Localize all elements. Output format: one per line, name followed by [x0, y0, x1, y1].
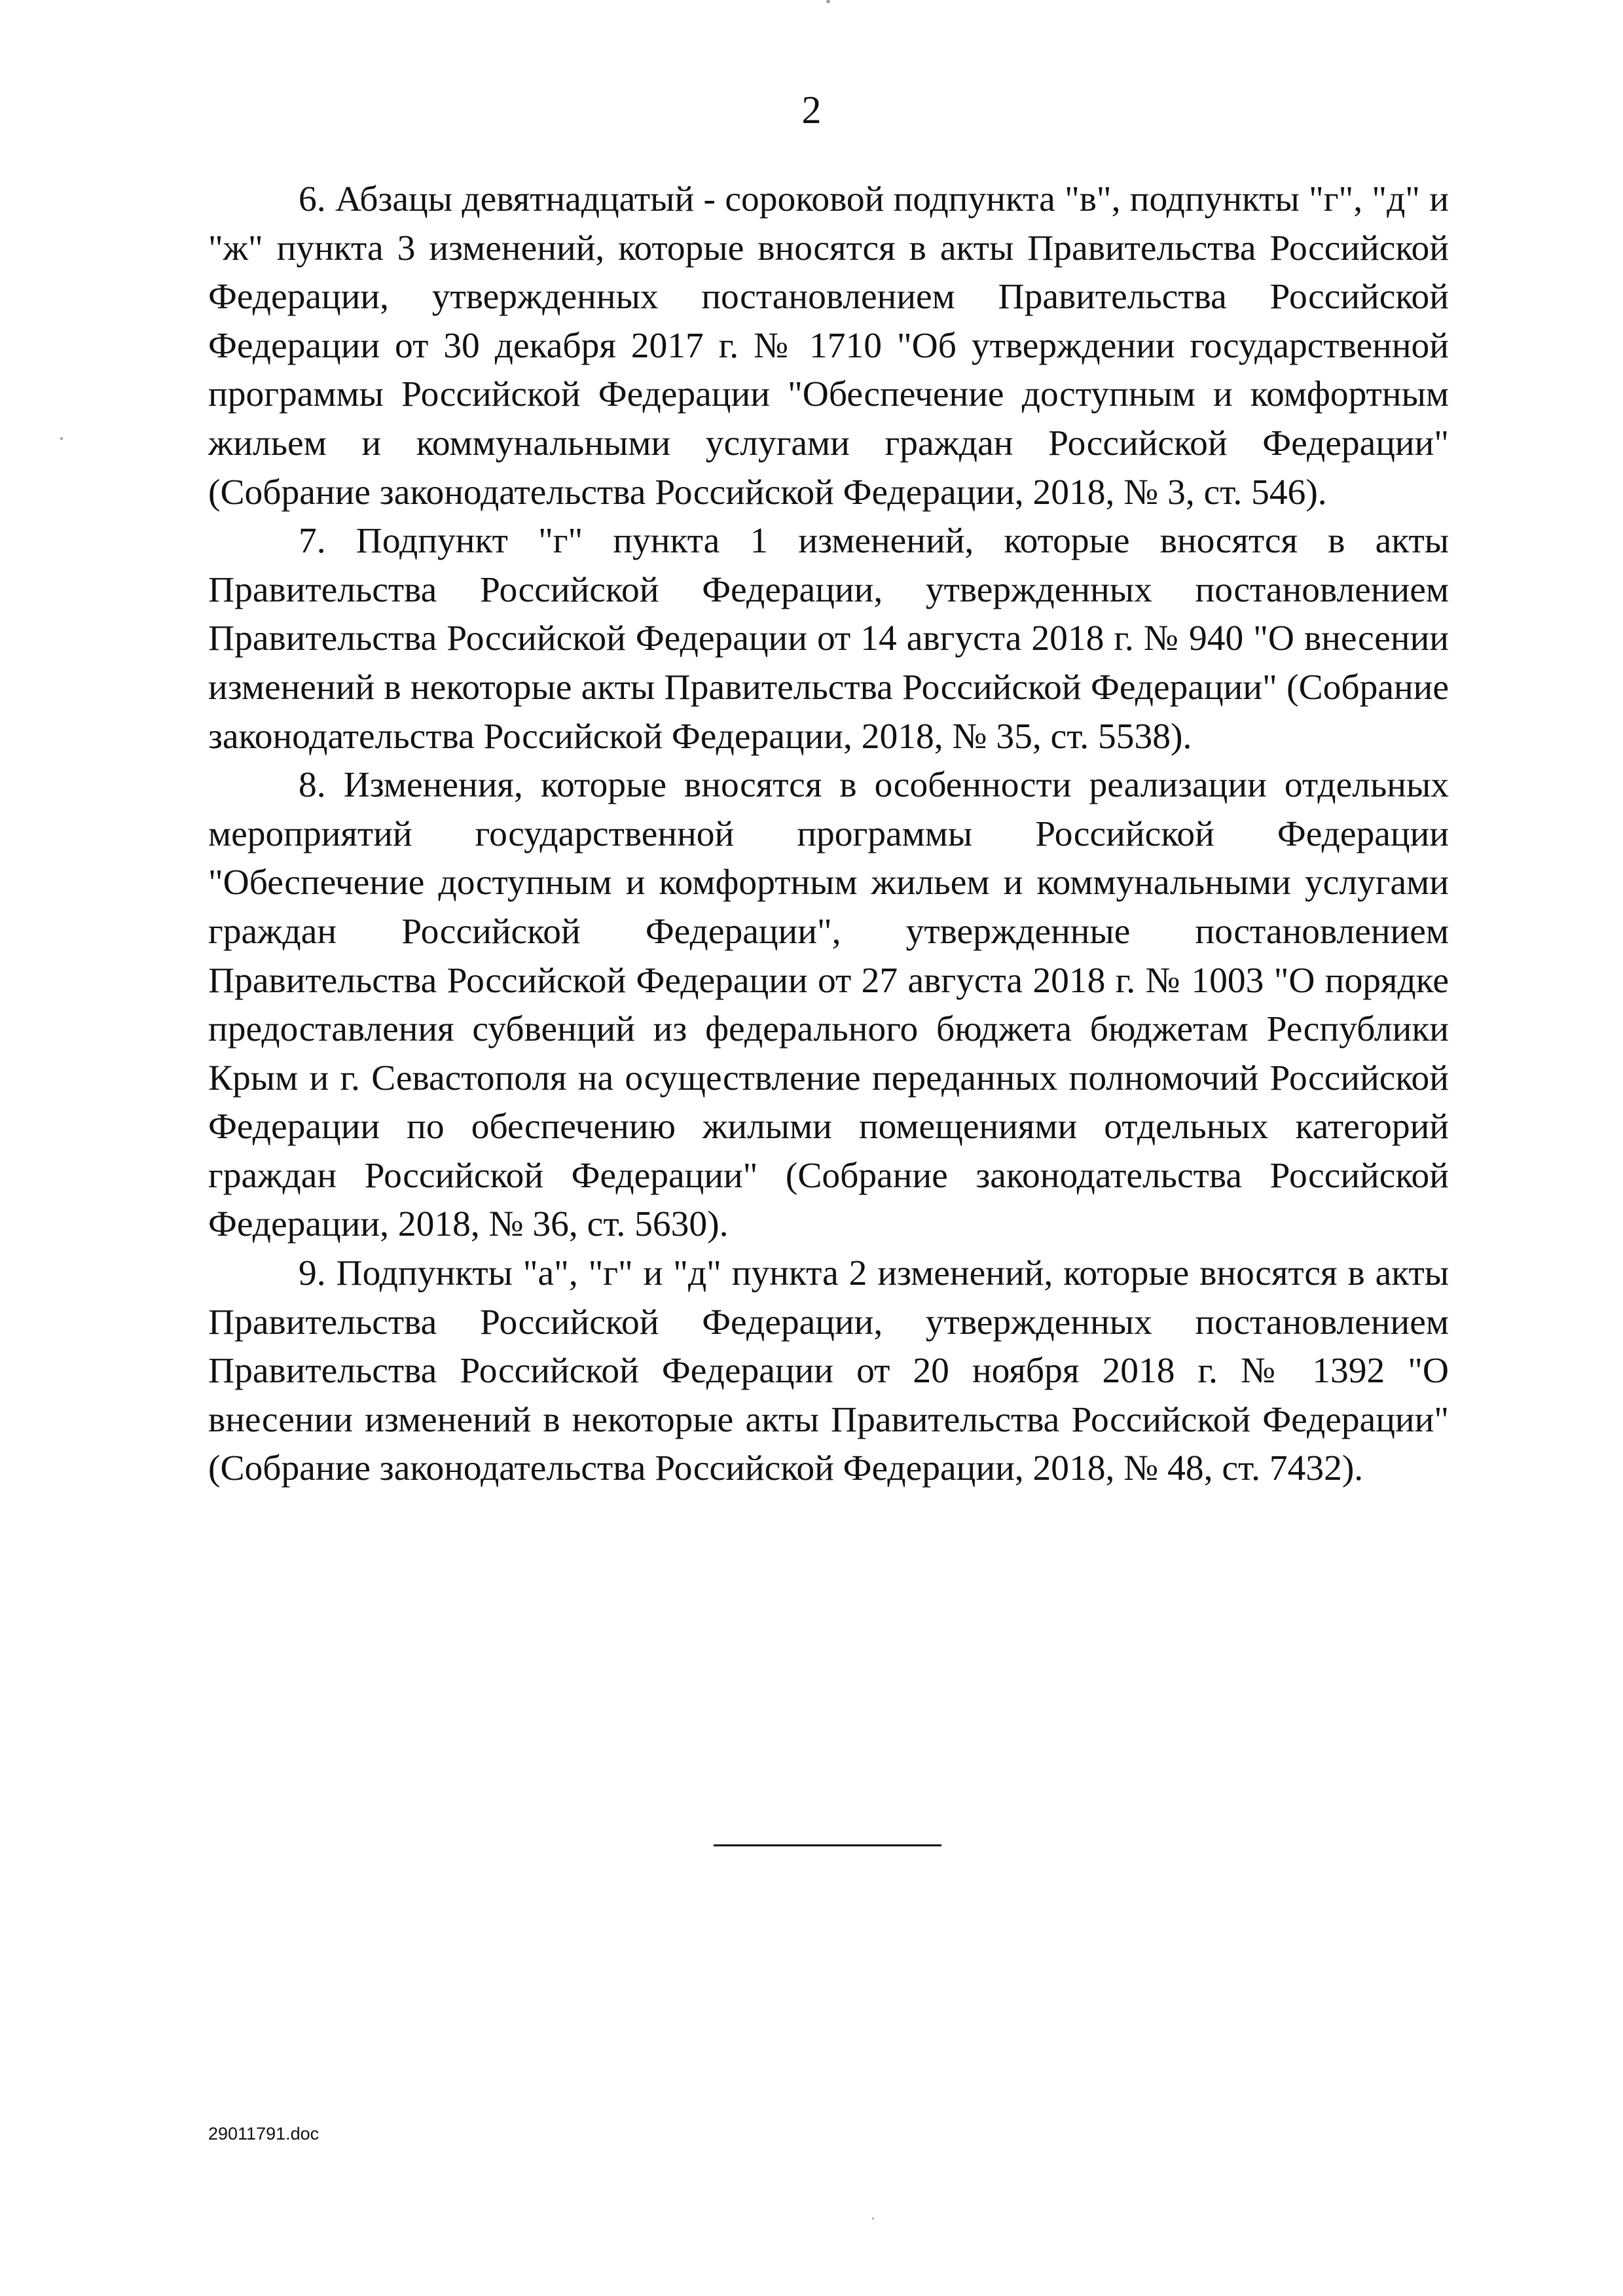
- scan-speck: [60, 437, 63, 440]
- paragraph-8: 8. Изменения, которые вносятся в особенности реализации отдельных мероприятий государственной программы Российской Федерации "Обеспечение доступным и комфортным жильем и коммунальными услугами граждан Российской Федерации", утвержденные постановлением Правительства Российской Федерации от 27 августа 2018 г. № 1003 "О порядке предоставления субвенций из федерального бюджета бюджетам Республики Крым и г. Севастополя на осуществление переданных полномочий Российской Федерации по обеспечению жилыми помещениями отдельных категорий граждан Российской Федерации" (Собрание законодательства Российской Федерации, 2018, № 36, ст. 5630).: [208, 765, 1449, 1245]
- paragraph-6: 6. Абзацы девятнадцатый - сороковой подпункта "в", подпункты "г", "д" и "ж" пункта 3 изменений, которые вносятся в акты Правительства Российской Федерации, утвержденных постановлением Правительства Российской Федерации от 30 декабря 2017 г. № 1710 "Об утверждении государственной программы Российской Федерации "Обеспечение доступным и комфортным жильем и коммунальными услугами граждан Российской Федерации" (Собрание законодательства Российской Федерации, 2018, № 3, ст. 546).: [208, 179, 1449, 512]
- scan-speck: [826, 0, 830, 3]
- paragraph-9: 9. Подпункты "а", "г" и "д" пункта 2 изменений, которые вносятся в акты Правительства Российской Федерации, утвержденных постановлением Правительства Российской Федерации от 20 ноября 2018 г. № 1392 "О внесении изменений в некоторые акты Правительства Российской Федерации" (Собрание законодательства Российской Федерации, 2018, № 48, ст. 7432).: [208, 1253, 1449, 1489]
- document-code: 29011791.doc: [208, 2124, 319, 2144]
- page-number: 2: [801, 88, 822, 132]
- closing-rule: [714, 1844, 941, 1846]
- paragraph-7: 7. Подпункт "г" пункта 1 изменений, которые вносятся в акты Правительства Российской Федерации, утвержденных постановлением Правительства Российской Федерации от 14 августа 2018 г. № 940 "О внесении изменений в некоторые акты Правительства Российской Федерации" (Собрание законодательства Российской Федерации, 2018, № 35, ст. 5538).: [208, 521, 1449, 757]
- document-body: [208, 175, 1449, 1494]
- scan-speck: [872, 2217, 874, 2219]
